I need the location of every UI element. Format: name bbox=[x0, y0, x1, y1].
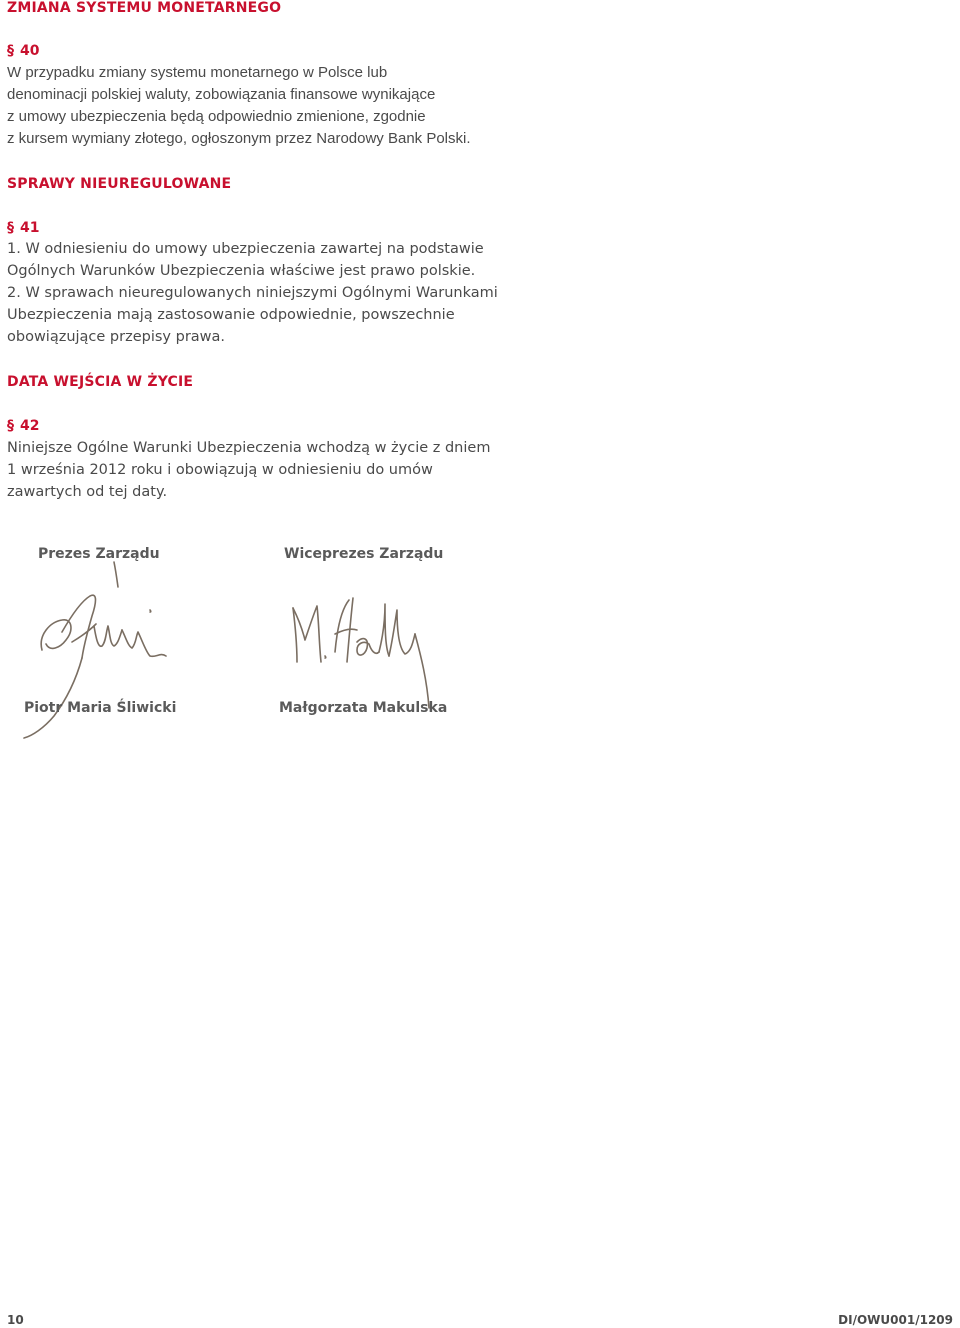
left-signatory-title: Prezes Zarządu bbox=[38, 546, 160, 562]
section-sign: § bbox=[7, 418, 14, 434]
paragraph-number-40 bbox=[7, 43, 39, 59]
paragraph-40-text bbox=[7, 62, 527, 150]
paragraph-number: 42 bbox=[20, 418, 40, 434]
section-sign: § bbox=[7, 220, 14, 236]
section-heading-effective-date: DATA WEJŚCIA W ŻYCIE bbox=[7, 374, 194, 390]
page-number: 10 bbox=[7, 1313, 24, 1327]
paragraph-number: 40 bbox=[20, 43, 40, 59]
text-line: 1 września 2012 roku i obowiązują w odniesieniu do umów bbox=[7, 462, 433, 478]
text-line: zawartych od tej daty. bbox=[7, 484, 168, 500]
left-signatory-name: Piotr Maria Śliwicki bbox=[24, 700, 177, 716]
paragraph-42-text bbox=[7, 437, 527, 503]
text-line: z kursem wymiany złotego, ogłoszonym przez Narodowy Bank Polski. bbox=[7, 130, 471, 147]
text-line: 2. W sprawach nieuregulowanych niniejszymi Ogólnymi Warunkami bbox=[7, 285, 498, 301]
text-line: Niniejsze Ogólne Warunki Ubezpieczenia wchodzą w życie z dniem bbox=[7, 440, 491, 456]
paragraph-number-42 bbox=[7, 418, 39, 434]
text-line: denominacji polskiej waluty, zobowiązania finansowe wynikające bbox=[7, 86, 436, 103]
paragraph-41-text bbox=[7, 238, 527, 348]
document-code: DI/OWU001/1209 bbox=[838, 1313, 953, 1327]
section-heading-monetary-change: ZMIANA SYSTEMU MONETARNEGO bbox=[7, 0, 282, 16]
text-line: 1. W odniesieniu do umowy ubezpieczenia zawartej na podstawie bbox=[7, 241, 484, 257]
left-signature-image bbox=[10, 560, 180, 745]
text-line: z umowy ubezpieczenia będą odpowiednio zmienione, zgodnie bbox=[7, 108, 426, 125]
text-line: obowiązujące przepisy prawa. bbox=[7, 329, 226, 345]
paragraph-number: 41 bbox=[20, 220, 40, 236]
text-line: Ogólnych Warunków Ubezpieczenia właściwe jest prawo polskie. bbox=[7, 263, 476, 279]
right-signatory-title: Wiceprezes Zarządu bbox=[284, 546, 444, 562]
right-signatory-name: Małgorzata Makulska bbox=[279, 700, 448, 716]
section-sign: § bbox=[7, 43, 14, 59]
section-heading-unregulated-matters: SPRAWY NIEUREGULOWANE bbox=[7, 176, 232, 192]
text-line: W przypadku zmiany systemu monetarnego w Polsce lub bbox=[7, 64, 388, 81]
text-line: Ubezpieczenia mają zastosowanie odpowiednie, powszechnie bbox=[7, 307, 455, 323]
paragraph-number-41 bbox=[7, 220, 39, 236]
